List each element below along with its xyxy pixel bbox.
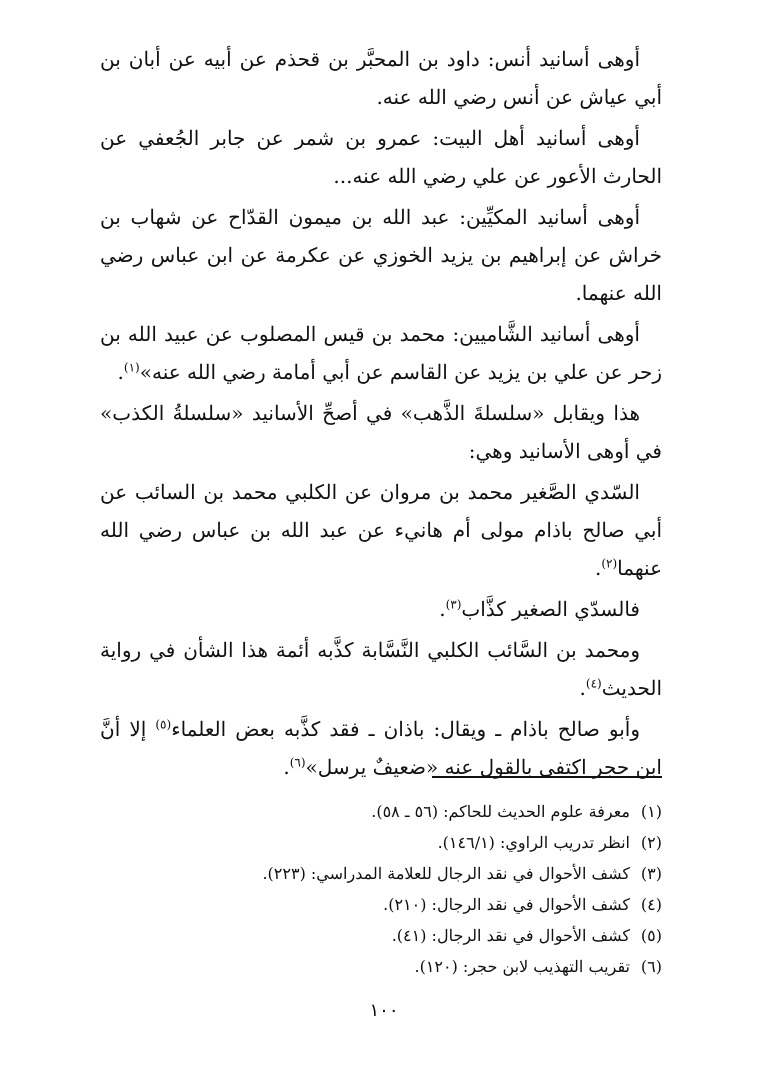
footnote-text: كشف الأحوال في نقد الرجال: (٤١). [391, 926, 630, 945]
paragraph-tail: . [439, 597, 446, 621]
main-text [100, 40, 662, 789]
paragraph-tail: . [283, 755, 290, 779]
footnote-ref[interactable]: (٤) [585, 676, 602, 691]
paragraph-kalbi [100, 631, 662, 707]
paragraph-text: السّدي الصَّغير محمد بن مروان عن الكلبي محمد بن السائب عن أبي صالح باذام مولى أم هانيء عن عبد الله بن عباس رضي الله عنهما [100, 480, 662, 580]
footnote-item [100, 920, 662, 951]
paragraph-shamiyyin [100, 315, 662, 391]
footnote-ref[interactable]: (٣) [445, 597, 462, 612]
paragraph-text: وأبو صالح باذام ـ ويقال: باذان ـ فقد كذَّبه بعض العلماء [171, 717, 640, 741]
paragraph-tail: . [594, 556, 602, 580]
footnote-text: كشف الأحوال في نقد الرجال: (٢١٠). [383, 895, 630, 914]
footnote-number: (٣) [640, 864, 662, 883]
footnote-text: معرفة علوم الحديث للحاكم: (٥٦ ـ ٥٨). [371, 802, 630, 821]
paragraph-makkiyyin [100, 198, 662, 312]
paragraph-tail: إلا أنَّ ابن حجر اكتفى بالقول عنه «ضعيفٌ يرسل» [100, 717, 662, 779]
paragraph-text: أوهى أسانيد المكيِّين: عبد الله بن ميمون القدّاح عن شهاب بن خراش عن إبراهيم بن يزيد الخوزي عن عكرمة عن ابن عباس رضي الله عنهما. [100, 205, 662, 305]
paragraph-chain-of-lies [100, 394, 662, 470]
footnotes [100, 796, 662, 982]
footnote-text: كشف الأحوال في نقد الرجال للعلامة المدراسي: (٢٢٣). [262, 864, 630, 883]
footnote-number: (٤) [640, 895, 662, 914]
paragraph-text: أوهى أسانيد أنس: داود بن المحبَّر بن قحذم عن أبيه عن أبان بن أبي عياش عن أنس رضي الله عنه. [100, 47, 662, 109]
paragraph-tail: . [579, 676, 586, 700]
paragraph-abu-salih [100, 710, 662, 786]
paragraph-anas [100, 40, 662, 116]
footnote-item [100, 889, 662, 920]
footnote-number: (٢) [640, 833, 662, 852]
paragraph-text: أوهى أسانيد أهل البيت: عمرو بن شمر عن جابر الجُعفي عن الحارث الأعور عن علي رضي الله عنه... [100, 126, 662, 188]
footnote-text: تقريب التهذيب لابن حجر: (١٢٠). [414, 957, 630, 976]
footnote-ref[interactable]: (١) [123, 360, 140, 375]
paragraph-ahl-al-bayt [100, 119, 662, 195]
footnote-item [100, 951, 662, 982]
footnote-ref[interactable]: (٥) [155, 717, 172, 732]
paragraph-suddi [100, 473, 662, 587]
footnote-item [100, 858, 662, 889]
footnote-number: (٦) [640, 957, 662, 976]
paragraph-text: ومحمد بن السَّائب الكلبي النَّسَّابة كذَّبه أئمة هذا الشأن في رواية الحديث [100, 638, 662, 700]
footnote-item [100, 827, 662, 858]
page-number: ١٠٠ [369, 1000, 399, 1021]
paragraph-text: هذا ويقابل «سلسلةَ الذَّهب» في أصحِّ الأسانيد «سلسلةُ الكذب» في أوهى الأسانيد وهي: [100, 401, 662, 463]
footnote-ref[interactable]: (٢) [601, 556, 618, 571]
footnote-number: (٥) [640, 926, 662, 945]
paragraph-text: أوهى أسانيد الشَّاميين: محمد بن قيس المصلوب عن عبيد الله بن زحر عن علي بن يزيد عن القاسم عن أبي أمامة رضي الله عنه» [100, 322, 662, 384]
footnote-divider [432, 776, 662, 778]
footnote-item [100, 796, 662, 827]
paragraph-suddi-liar [100, 590, 662, 628]
footnote-number: (١) [640, 802, 662, 821]
footnote-ref[interactable]: (٦) [289, 755, 306, 770]
paragraph-text: فالسدّي الصغير كذَّاب [461, 597, 640, 621]
paragraph-tail: . [117, 360, 124, 384]
footnote-text: انظر تدريب الراوي: (١٤٦/١). [437, 833, 630, 852]
